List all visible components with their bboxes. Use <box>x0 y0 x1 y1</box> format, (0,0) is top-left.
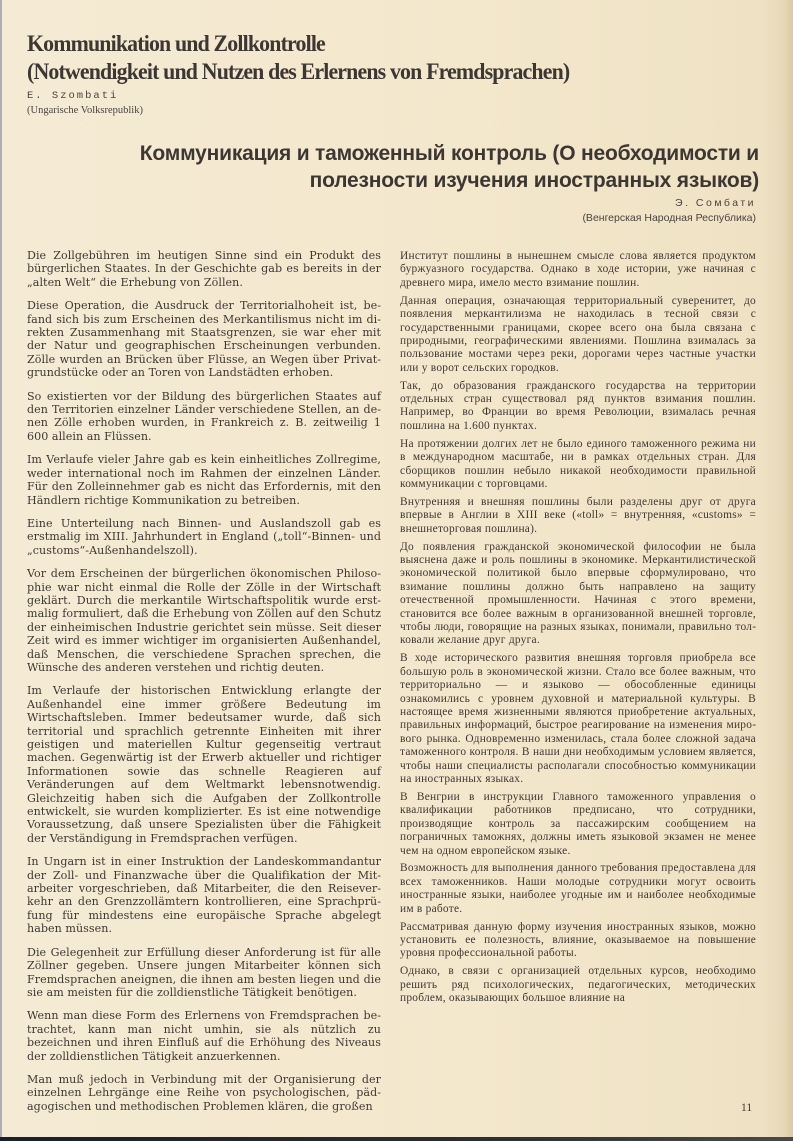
title-ru-line-1: Коммуникация и таможенный контроль (О необходимости и <box>139 142 759 165</box>
paragraph: Внутренняя и внешняя пошлины были разделены друг от друга впервые в Англии в XIII веке («toll» = внутренняя, «customs» = внешнеторговая пошлина). <box>400 495 756 535</box>
author-russian: Э. Сомбати <box>675 197 756 209</box>
german-text-column <box>27 249 381 1123</box>
paragraph: Im Verlaufe der historischen Entwicklung erlangte der Außenhandel eine immer größere Bedeutung im Wirtschaftsleben. Immer bedeutsamer wurde, daß sich territorial und sprachlich getrennte Einheiten mit ihrer geistigen und materiellen Kultur gegenseitig vertraut machen. Gegenwärtig ist der Erwerb aktueller und richtiger Informationen sowie das schnelle Reagieren auf Veränderungen auf dem Weltmarkt lebensnotwendig. Gleichzeitig haben sich die Aufgaben der Zollkontrolle entwickelt, sie wurden komplizierter. Es ist eine notwendige Voraussetzung, daß unsere Spezialisten über die Fähigkeit der Verständigung in Fremdsprachen verfügen. <box>27 684 381 845</box>
paragraph: Так, до образования гражданского государства на территории отдельных стран существовал ряд пунктов взимания пошлин. Например, во Франции во время Революции, взималась речная пошлина на 1.600 пунктах. <box>400 379 756 432</box>
paragraph: So existierten vor der Bildung des bürgerlichen Staates auf den Territorien einzelner Länder verschiedene Stellen, an denen Zölle erhoben wurden, in Frankreich z. B. zeitweilig 1 600 allein an Flüssen. <box>27 389 381 443</box>
paragraph: Eine Unterteilung nach Binnen- und Auslandszoll gab es erstmalig im XIII. Jahrhundert in England („toll“-Binnen- und „customs“-Außenhandelszoll). <box>27 516 381 557</box>
paragraph: Die Zollgebühren im heutigen Sinne sind ein Produkt des bürgerlichen Staates. In der Geschichte gab es bereits in der „alten Welt“ die Erhebung von Zöllen. <box>27 249 381 289</box>
paragraph: Die Gelegenheit zur Erfüllung dieser Anforderung ist für alle Zöllner gegeben. Unsere jungen Mitarbeiter können sich Fremdsprachen aneignen, die ihnen am besten liegen und die sie am meisten für die zolldienstliche Tätigkeit benötigen. <box>27 945 381 999</box>
paragraph: Vor dem Erscheinen der bürgerlichen ökonomischen Philosophie war nicht einmal die Rolle der Zölle in der Wirtschaft geklärt. Durch die merkantile Wirtschaftspolitik wurde erstmalig formuliert, daß die Erhebung von Zöllen auf den Schutz der einheimischen Industrie gerichtet sein müsse. Seit dieser Zeit wird es immer wichtiger im organisierten Außenhandel, daß Menschen, die verschiedene Sprachen sprechen, die Wünsche des anderen verstehen und richtig deuten. <box>27 567 381 674</box>
paragraph: In Ungarn ist in einer Instruktion der Landeskommandantur der Zoll- und Finanzwache über die Qualifikation der Mitarbeiter vorgeschrieben, daß Mitarbeiter, die den Reiseverkehr an den Grenzzollämtern kontrollieren, eine Sprachprüfung für mindestens eine europäische Sprache abgelegt haben müssen. <box>27 855 381 936</box>
paragraph: Рассматривая данную форму изучения иностранных языков, можно установить ее полезность, влияние, оказываемое на повышение уровня профессиональной работы. <box>400 920 756 960</box>
author-country-russian: (Венгерская Народная Республика) <box>582 212 756 224</box>
paragraph: Однако, в связи с организацией отдельных курсов, необходимо решить ряд психологических, педагогических, методических проблем, оказывающих большое влияние на <box>400 965 756 1005</box>
paragraph: Возможность для выполнения данного требования предоставлена для всех таможенников. Наши молодые сотрудники могут освоить иностранные языки, наиболее угодные им и наиболее необходимые им в работе. <box>400 862 756 915</box>
paragraph: На протяжении долгих лет не было единого таможенного режима ни в международном масштабе, ни в рамках отдельных стран. Для сборщиков пошлин небыло никакой необходимости правильной коммуникации с торговцами. <box>400 437 756 490</box>
page-number: 11 <box>741 1102 753 1114</box>
paragraph: В Венгрии в инструкции Главного таможенного управления о квалификации работников предписано, что сотрудники, производящие контроль за пассажирским сообщением на пограничных таможнях, должны иметь языковой экзамен не менее чем на одном европейском языке. <box>400 790 756 857</box>
title-de-line-2: (Notwendigkeit und Nutzen des Erlernens von Fremdsprachen) <box>27 59 570 85</box>
paragraph: Wenn man diese Form des Erlernens von Fremdsprachen betrachtet, kann man nicht umhin, sie als nützlich zu bezeichnen und ihren Einfluß auf die Erhöhung des Niveaus der zolldienstlichen Tätigkeit anzuerkennen. <box>27 1009 381 1063</box>
paragraph: Man muß jedoch in Verbindung mit der Organisierung der einzelnen Lehrgänge eine Reihe von psychologischen, pädagogischen und methodischen Problemen klären, die großen <box>27 1072 381 1113</box>
paragraph: Данная операция, означающая территориальный суверенитет, до появления меркантилизма не находилась в тесной связи с государственными границами, скорее всего она была связана с природными, географическими явлениями. Пошлина взималась за пользование мостами через реки, дорогами через частные участки или у ворот сельских городков. <box>400 294 756 374</box>
title-de-line-1: Kommunikation und Zollkontrolle <box>27 31 325 57</box>
paragraph: Diese Operation, die Ausdruck der Territorialhoheit ist, befand sich bis zum Erscheinen des Merkantilismus nicht im direkten Zusammenhang mit Staatsgrenzen, sie war eher mit der Natur und geographischen Erscheinungen verbunden. Zölle wurden an Brücken über Flüsse, an Wegen über Privatgrundstücke oder an Toren von Landstädten erhoben. <box>27 299 381 380</box>
author-country-german: (Ungarische Volksrepublik) <box>27 105 143 116</box>
paragraph: До появления гражданской экономической философии не была выяснена даже и роль пошлины в экономике. Меркантилистической экономической политикой было впервые сформулировано, что взимание пошлины должно быть направлено на защиту отечественной промышленности. Начиная с этого времени, становится все более важным в организованной внешней торговле, чтобы люди, говорящие на разных языках, понимали, правильно толковали желание друг друга. <box>400 540 756 647</box>
russian-text-column <box>400 250 756 1010</box>
article-title-russian <box>19 140 759 194</box>
paragraph: В ходе исторического развития внешняя торговля приобрела все большую роль в экономической жизни. Стало все более важным, что территориально — и языково — обособленные единицы ознакомились с уровнем духовной и материальной культуры. В настоящее время жизненными являются приобретение актуальных, правильных информаций, быстрое реагирование на изменения мирового рынка. Одновременно изменилась, стала более сложной задача таможенного контроля. В наши дни необходимым условием является, чтобы наши специалисты располагали способностью коммуникации на иностранных языках. <box>400 652 756 786</box>
scan-edge <box>0 0 2 1137</box>
article-title-german <box>27 30 715 86</box>
paragraph: Im Verlaufe vieler Jahre gab es kein einheitliches Zollregime, weder international noch im Rahmen der einzelnen Länder. Für den Zolleinnehmer gab es nicht das Erfordernis, mit den Händlern richtige Kommunikation zu betreiben. <box>27 453 381 507</box>
scan-bottom-edge <box>0 1137 793 1141</box>
title-ru-line-2: полезности изучения иностранных языков) <box>309 169 759 192</box>
author-german: E. Szombati <box>27 90 119 102</box>
paragraph: Институт пошлины в нынешнем смысле слова является продуктом буржуазного государства. Однако в ходе истории, уже начиная с древнего мира, имело место взимание пошлин. <box>400 250 756 289</box>
